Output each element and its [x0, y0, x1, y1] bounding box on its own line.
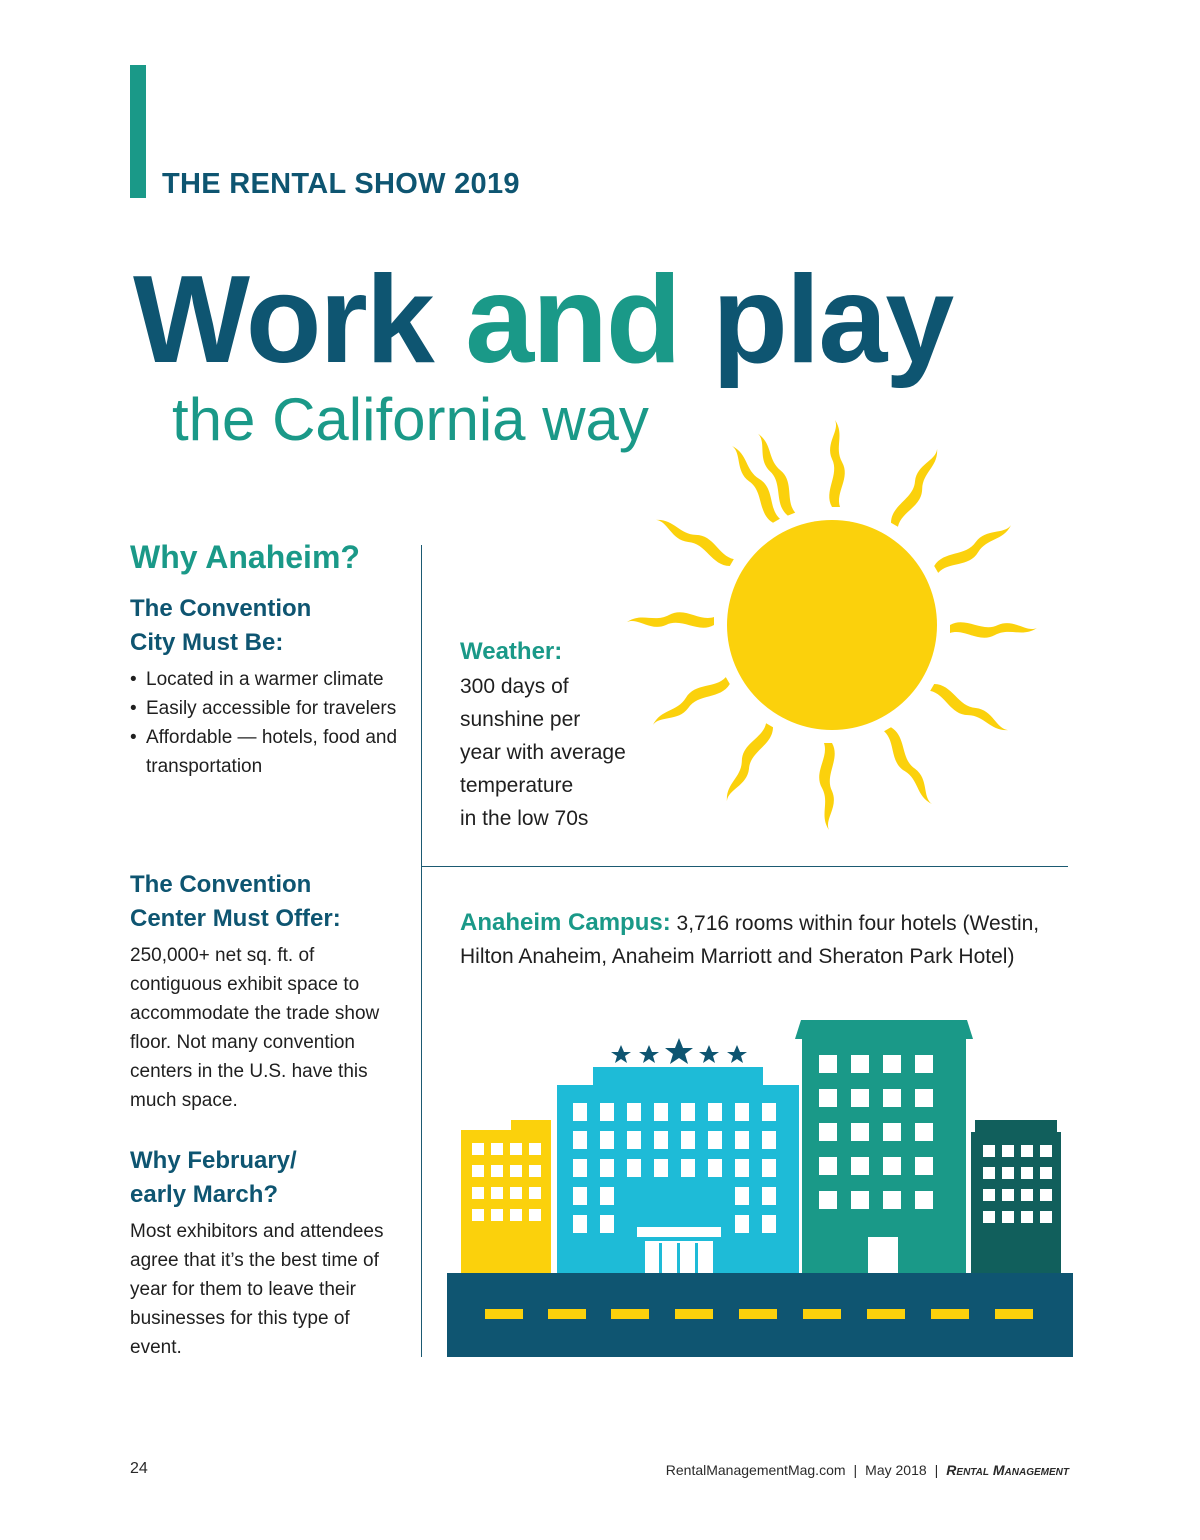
why-february-text: Most exhibitors and attendees agree that it’s the best time of year for them to leave their businesses for this type of event.: [130, 1221, 384, 1358]
city-requirements-list: [130, 665, 410, 781]
footer-issue: May 2018: [865, 1462, 927, 1478]
why-february-heading: Why February/ early March?: [130, 1147, 297, 1208]
campus-label: Anaheim Campus:: [460, 909, 671, 936]
dark-green-building: [971, 1120, 1061, 1290]
hotel-buildings-icon: [445, 1015, 1075, 1360]
page-number: 24: [130, 1460, 148, 1477]
cyan-hotel: [557, 1038, 799, 1290]
yellow-building: [461, 1120, 551, 1290]
sun-disc: [727, 520, 937, 730]
footer-credits: [666, 1462, 1069, 1478]
column-divider: [421, 545, 422, 1357]
weather-heading: Weather:: [460, 638, 563, 665]
footer-separator: |: [853, 1462, 858, 1478]
footer-separator: |: [934, 1462, 939, 1478]
road: [447, 1273, 1073, 1357]
center-requirements-text: 250,000+ net sq. ft. of contiguous exhibit space to accommodate the trade show floor. Not many convention centers in the U.S. have this much space.: [130, 945, 380, 1111]
footer-site: RentalManagementMag.com: [665, 1462, 846, 1478]
teal-tower: [795, 1020, 973, 1290]
campus-info: [460, 906, 1050, 973]
why-anaheim-heading: Why Anaheim?: [130, 539, 360, 575]
list-item: • Affordable — hotels, food and transportation: [130, 723, 410, 781]
headline-part-1: Work: [133, 251, 466, 389]
list-item: • Located in a warmer climate: [130, 665, 410, 694]
section-divider: [421, 866, 1068, 867]
headline-part-3: play: [679, 251, 953, 389]
headline-part-2: and: [465, 251, 680, 389]
weather-text: 300 days of sunshine per year with average temperature in the low 70s: [460, 675, 626, 830]
headline: [133, 251, 953, 389]
sun-icon: [620, 415, 1060, 835]
footer-brand: Rental Management: [946, 1462, 1069, 1478]
section-kicker: THE RENTAL SHOW 2019: [162, 168, 520, 200]
campus-text: 3,716 rooms within four hotels (Westin, Hilton Anaheim, Anaheim Marriott and Sheraton Park Hotel): [460, 912, 1040, 968]
list-item: • Easily accessible for travelers: [130, 694, 410, 723]
center-requirements-heading: The Convention Center Must Offer:: [130, 871, 341, 932]
subheadline: the California way: [172, 386, 649, 453]
city-requirements-heading: The Convention City Must Be:: [130, 595, 312, 656]
hotel-stars: [611, 1038, 747, 1064]
accent-bar: [130, 65, 146, 198]
